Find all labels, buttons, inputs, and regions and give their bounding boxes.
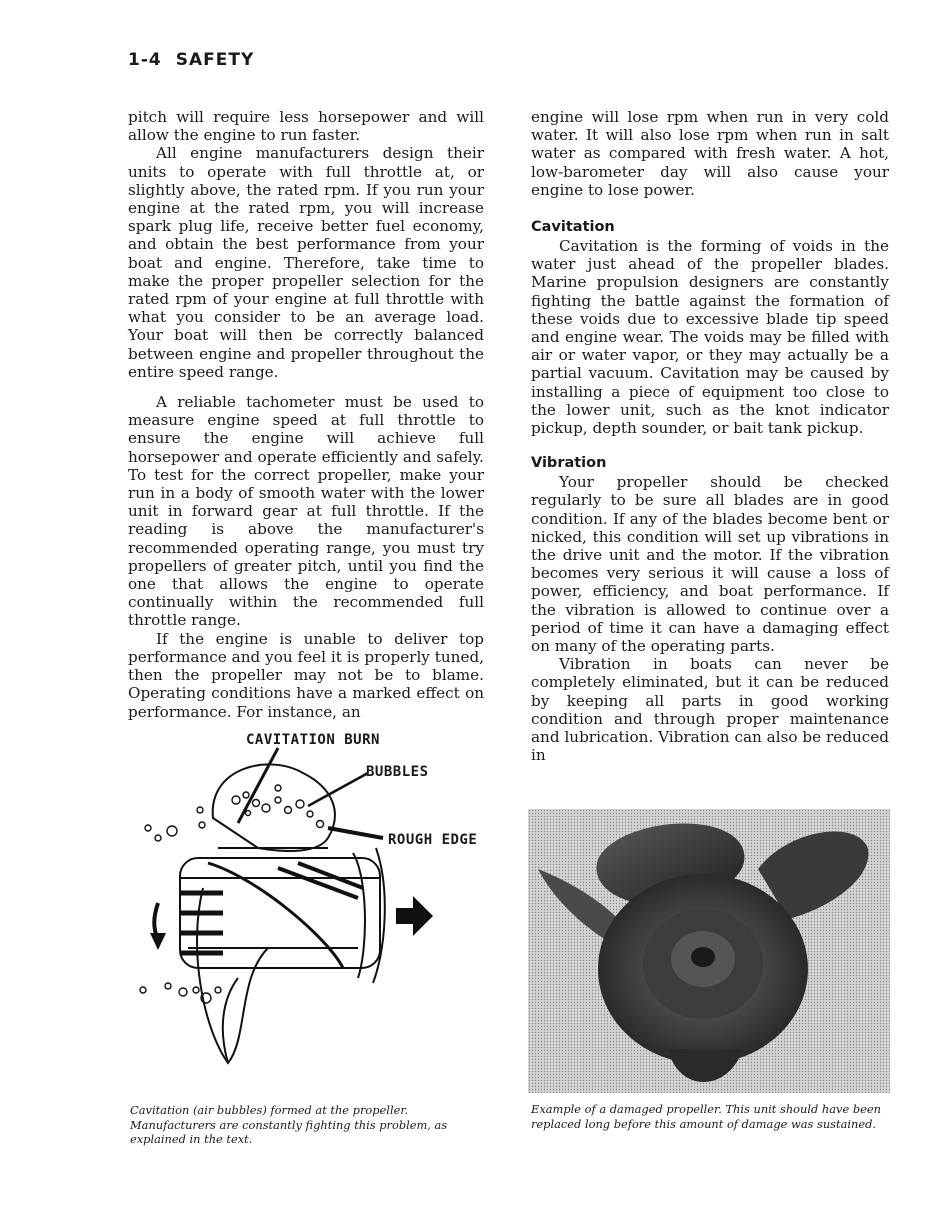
paragraph: Your propeller should be checked regularly to be sure all blades are in good condition. If any of the blades become bent or nicked, this condition will set up vibrations in the drive unit and the motor. If the vibration becomes very serious it will cause a loss of power, efficiency, and boat performance. If the vibration is allowed to continue over a period of time it can have a damaging effect on many of the operating parts. (531, 473, 889, 656)
label-cavitation-burn: CAVITATION BURN (246, 732, 380, 748)
propeller-drawing (128, 728, 488, 1083)
left-column (128, 108, 484, 721)
paragraph: Cavitation is the forming of voids in the water just ahead of the propeller blades. Marine propulsion designers are constantly fighting the battle against the formation of these voids due to excessive blade tip speed and engine wear. The voids may be filled with air or water vapor, or they may actually be a partial vacuum. Cavitation may be caused by installing a piece of equipment too close to the lower unit, such as the knot indicator pickup, depth sounder, or bait tank pickup. (531, 237, 889, 438)
vibration-heading: Vibration (531, 455, 607, 472)
label-bubbles: BUBBLES (366, 764, 429, 780)
section-title: SAFETY (175, 50, 255, 70)
label-rough-edge: ROUGH EDGE (388, 832, 478, 848)
figure-caption-damaged-propeller: Example of a damaged propeller. This unit should have been replaced long before this amount of damage was sustained. (531, 1102, 881, 1131)
paragraph: All engine manufacturers design their units to operate with full throttle at, or slightly above, the rated rpm. If you run your engine at the rated rpm, you will increase spark plug life, receive better fuel economy, and obtain the best performance from your boat and engine. Therefore, take time to make the proper propeller selection for the rated rpm of your engine at full throttle with what you consider to be an average load. Your boat will then be correctly balanced between engine and propeller throughout the entire speed range. (128, 144, 484, 381)
right-column (531, 108, 889, 765)
paragraph: A reliable tachometer must be used to measure engine speed at full throttle to ensure the engine will achieve full horsepower and operate efficiently and safely. To test for the correct propeller, make your run in a body of smooth water with the lower unit in forward gear at full throttle. If the reading is above the manufacturer's recommended operating range, you must try propellers of greater pitch, until you find the one that allows the engine to operate continually within the recommended full throttle range. (128, 393, 484, 630)
paragraph: engine will lose rpm when run in very cold water. It will also lose rpm when run in salt water as compared with fresh water. A hot, low-barometer day will also cause your engine to lose power. (531, 108, 889, 199)
paragraph: pitch will require less horsepower and will allow the engine to run faster. (128, 108, 484, 145)
figure-caption-cavitation: Cavitation (air bubbles) formed at the propeller. Manufacturers are constantly fighting this problem, as explained in the text. (130, 1103, 448, 1146)
page-header (128, 50, 254, 70)
damaged-propeller-photo (528, 809, 890, 1093)
cavitation-figure (128, 728, 488, 1083)
page-number: 1-4 (128, 50, 162, 70)
propeller-photo-image (528, 809, 890, 1093)
cavitation-heading: Cavitation (531, 219, 615, 236)
paragraph: If the engine is unable to deliver top performance and you feel it is properly tuned, then the propeller may not be to blame. Operating conditions have a marked effect on performance. For instance, an (128, 629, 484, 721)
paragraph: Vibration in boats can never be completely eliminated, but it can be reduced by keeping all parts in good working condition and through proper maintenance and lubrication. Vibration can also be reduced in (531, 655, 889, 765)
